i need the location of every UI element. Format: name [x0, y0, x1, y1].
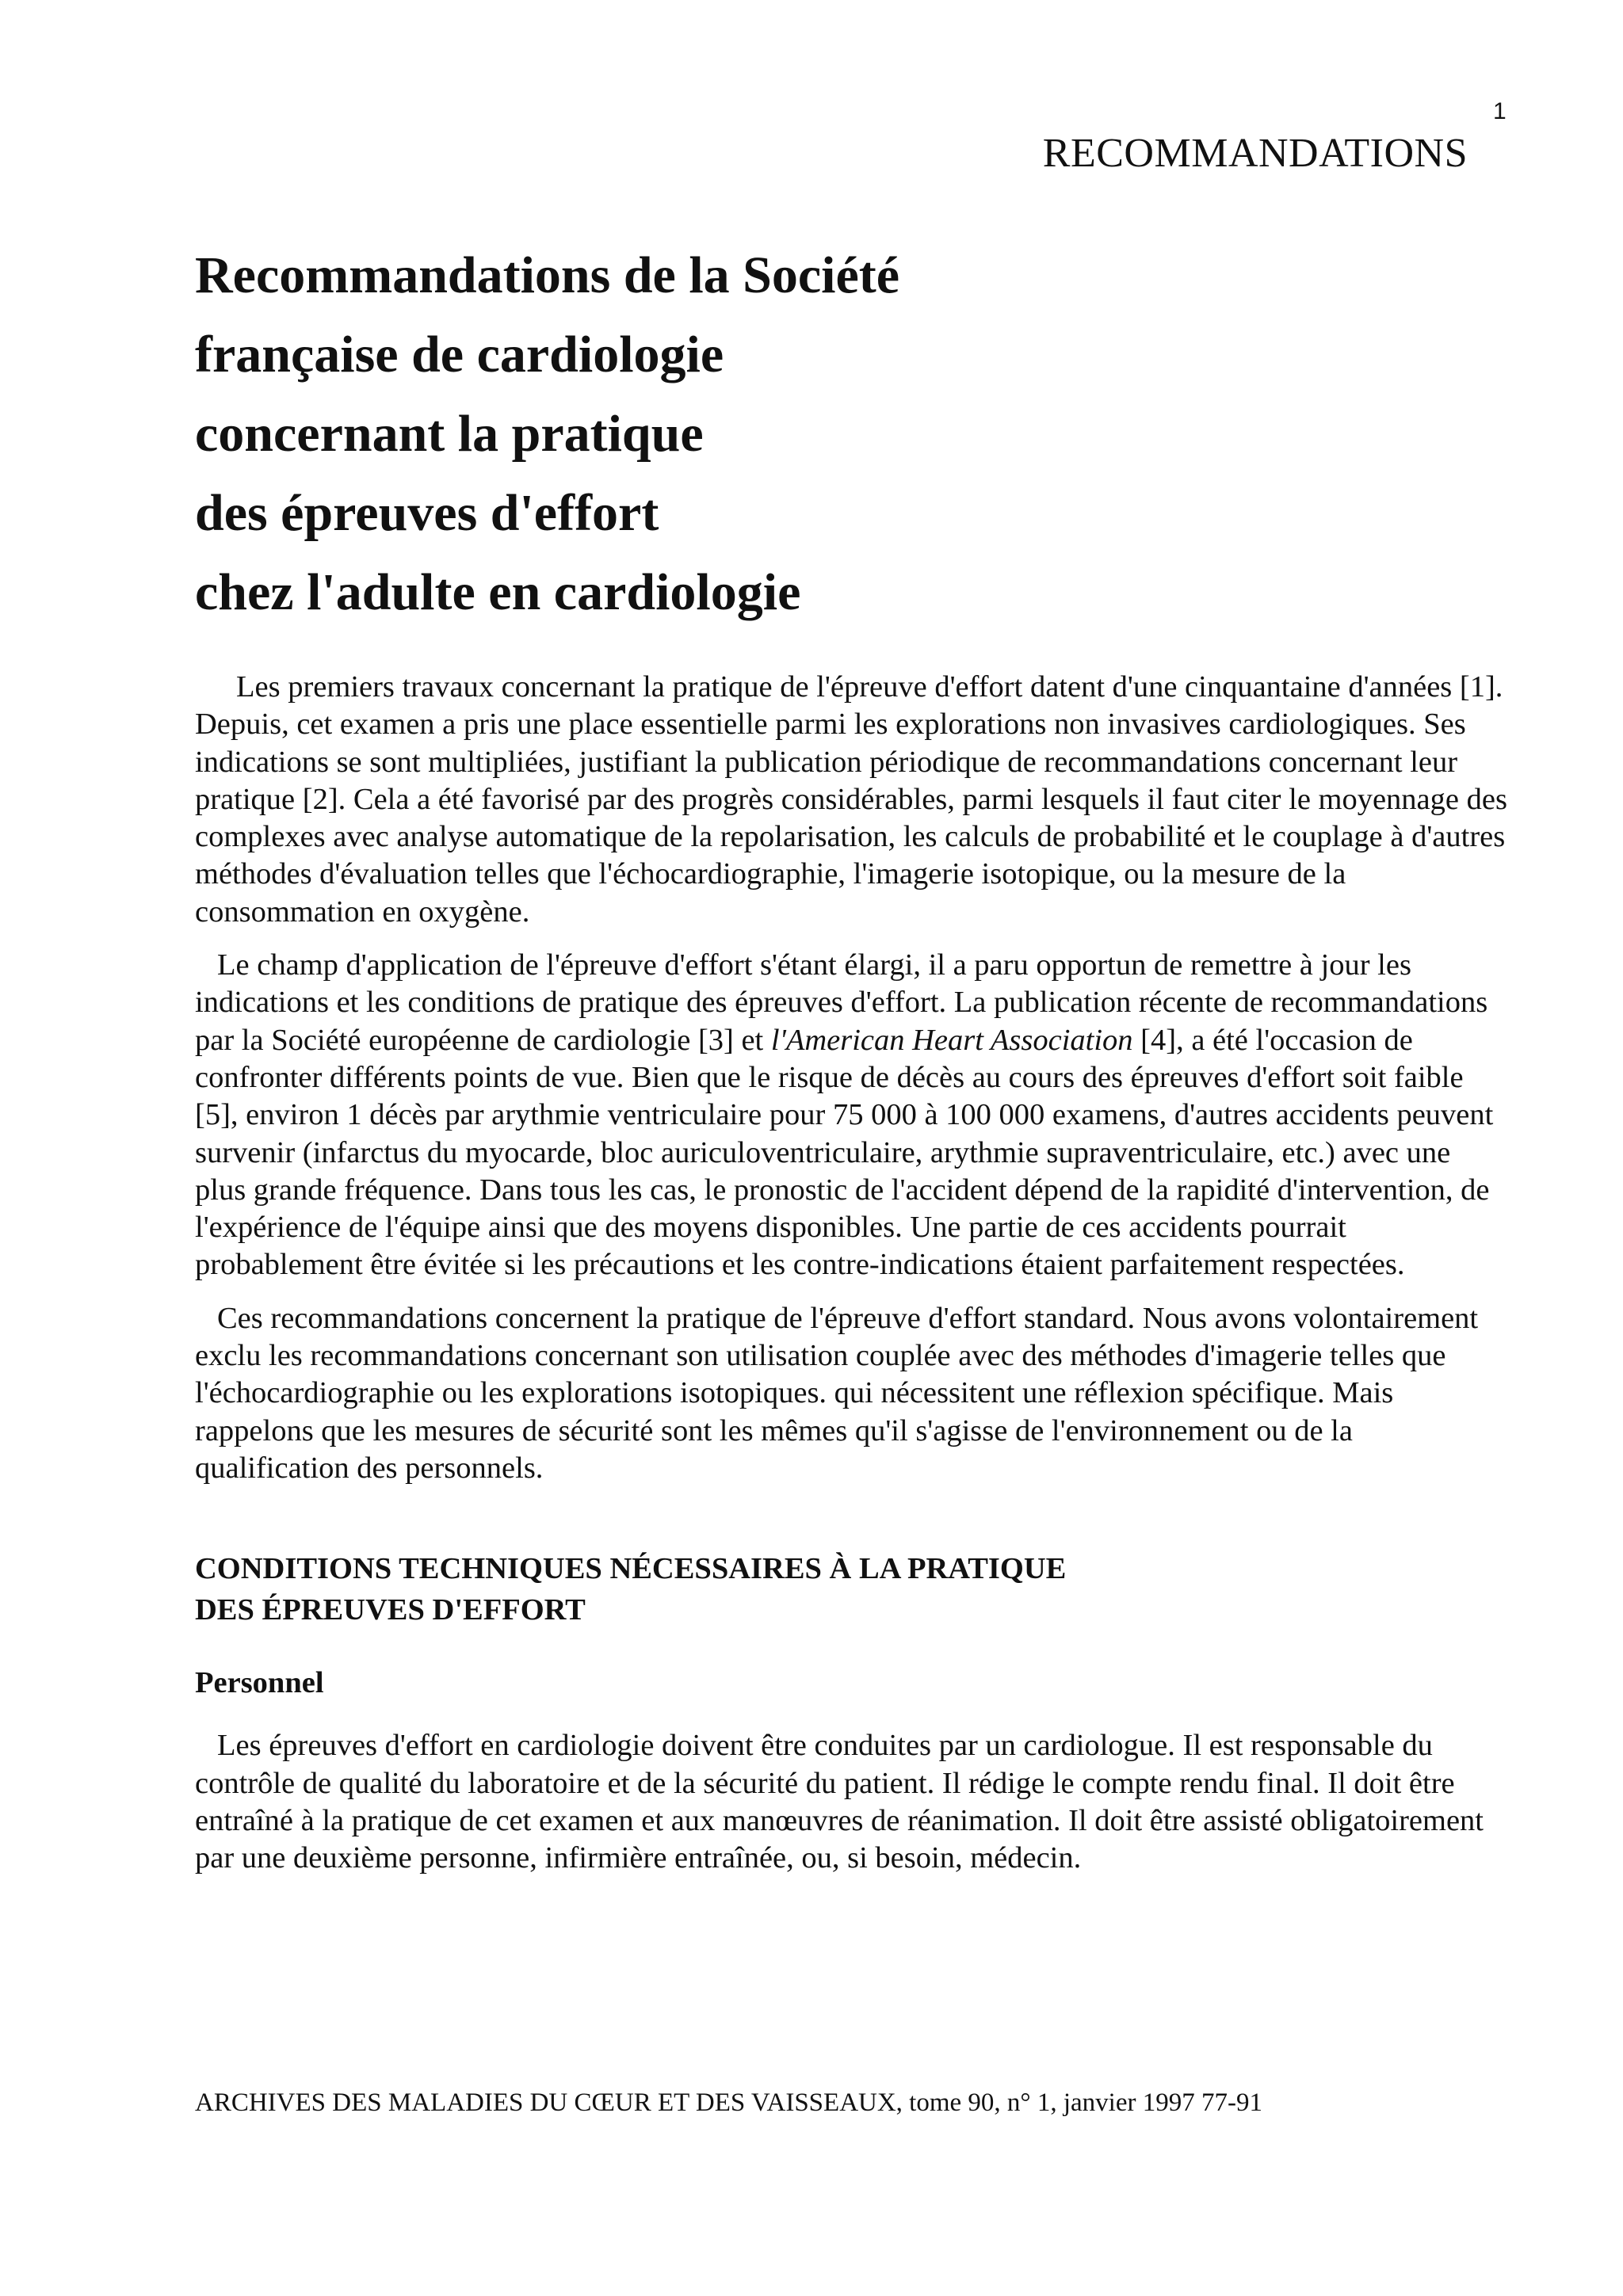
- journal-citation-footer: ARCHIVES DES MALADIES DU CŒUR ET DES VAISSEAUX, tome 90, n° 1, janvier 1997 77-91: [195, 2088, 1262, 2117]
- intro-paragraph-3: Ces recommandations concernent la pratique de l'épreuve d'effort standard. Nous avons volontairement exclu les recommandations concernant son utilisation couplée avec des méthodes d'imagerie telles que l'échocardiographie ou les explorations isotopiques. qui nécessitent une réflexion spécifique. Mais rappelons que les mesures de sécurité sont les mêmes qu'il s'agisse de l'environnement ou de la qualification des personnels.: [195, 1301, 1479, 1485]
- article-title: [195, 236, 1304, 632]
- page-number: 1: [1493, 98, 1507, 124]
- article-body: [195, 669, 1507, 1893]
- title-line: concernant la pratique: [195, 405, 704, 463]
- section-heading-line: CONDITIONS TECHNIQUES NÉCESSAIRES À LA PRATIQUE: [195, 1552, 1067, 1586]
- aha-name-italic: l'American Heart Association: [770, 1023, 1133, 1057]
- title-line: chez l'adulte en cardiologie: [195, 563, 801, 621]
- subsection-heading-personnel: Personnel: [195, 1666, 324, 1700]
- running-head: RECOMMANDATIONS: [1042, 131, 1468, 176]
- paragraph-2-text-end: [4], a été l'occasion de confronter différents points de vue. Bien que le risque de décès au cours des épreuves d'effort soit faible [5], environ 1 décès par arythmie ventriculaire pour 75 000 à 100 000 examens, d'autres accidents peuvent survenir (infarctus du myocarde, bloc auriculoventriculaire, arythmie supraventriculaire, etc.) avec une plus grande fréquence. Dans tous les cas, le pronostic de l'accident dépend de la rapidité d'intervention, de l'expérience de l'équipe ainsi que des moyens disponibles. Une partie de ces accidents pourrait probablement être évitée si les précautions et les contre-indications étaient parfaitement respectées.: [195, 1023, 1494, 1282]
- personnel-paragraph: Les épreuves d'effort en cardiologie doivent être conduites par un cardiologue. Il est responsable du contrôle de qualité du laboratoire et de la sécurité du patient. Il rédige le compte rendu final. Il doit être entraîné à la pratique de cet examen et aux manœuvres de réanimation. Il doit être assisté obligatoirement par une deuxième personne, infirmière entraînée, ou, si besoin, médecin.: [195, 1729, 1484, 1875]
- title-line: française de cardiologie: [195, 326, 724, 383]
- section-heading-line: DES ÉPREUVES D'EFFORT: [195, 1593, 586, 1627]
- section-heading: [195, 1548, 1507, 1630]
- title-line: des épreuves d'effort: [195, 484, 659, 542]
- title-line: Recommandations de la Société: [195, 246, 900, 304]
- intro-paragraph-1: Les premiers travaux concernant la pratique de l'épreuve d'effort datent d'une cinquantaine d'années [1]. Depuis, cet examen a pris une place essentielle parmi les explorations non invasives cardiologiques. Ses indications se sont multipliées, justifiant la publication périodique de recommandations concernant leur pratique [2]. Cela a été favorisé par des progrès considérables, parmi lesquels il faut citer le moyennage des complexes avec analyse automatique de la repolarisation, les calculs de probabilité et le couplage à d'autres méthodes d'évaluation telles que l'échocardiographie, l'imagerie isotopique, ou la mesure de la consommation en oxygène.: [195, 670, 1507, 929]
- intro-paragraph-2: [195, 947, 1507, 1284]
- paragraph-2-text-start: Le champ d'application de l'épreuve d'effort s'étant élargi, il a paru opportun de remettre à jour les indications et les conditions de pratique des épreuves d'effort. La publication récente de recommandations par la Société européenne de cardiologie [3] et: [195, 948, 1488, 1057]
